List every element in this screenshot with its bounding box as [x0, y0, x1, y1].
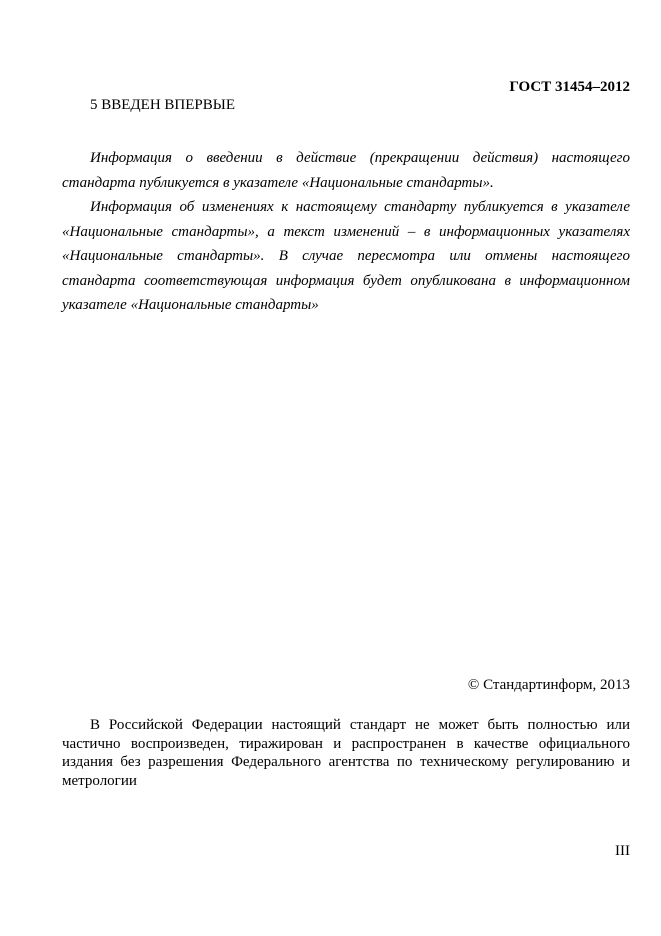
- introduction-note: 5 ВВЕДЕН ВПЕРВЫЕ: [90, 97, 235, 113]
- info-block: [62, 146, 630, 318]
- info-paragraph-enactment: Информация о введении в действие (прекращении действия) настоящего стандарта публикуется в указателе «Национальные стандарты».: [62, 150, 630, 191]
- copyright-notice: © Стандартинформ, 2013: [467, 677, 630, 693]
- info-paragraph-changes: Информация об изменениях к настоящему стандарту публикуется в указателе «Национальные стандарты», а текст изменений – в информационных указателях «Национальные стандарты». В случае пересмотра или отмены настоящего стандарта соответствующая информация будет опубликована в информационном указателе «Национальные стандарты»: [62, 199, 630, 313]
- document-code: ГОСТ 31454–2012: [509, 79, 630, 95]
- page-number: III: [615, 843, 630, 859]
- legal-notice: В Российской Федерации настоящий стандарт не может быть полностью или частично воспроизведен, тиражирован и распространен в качестве официального издания без разрешения Федерального агентства по техническому регулированию и метрологии: [62, 717, 630, 789]
